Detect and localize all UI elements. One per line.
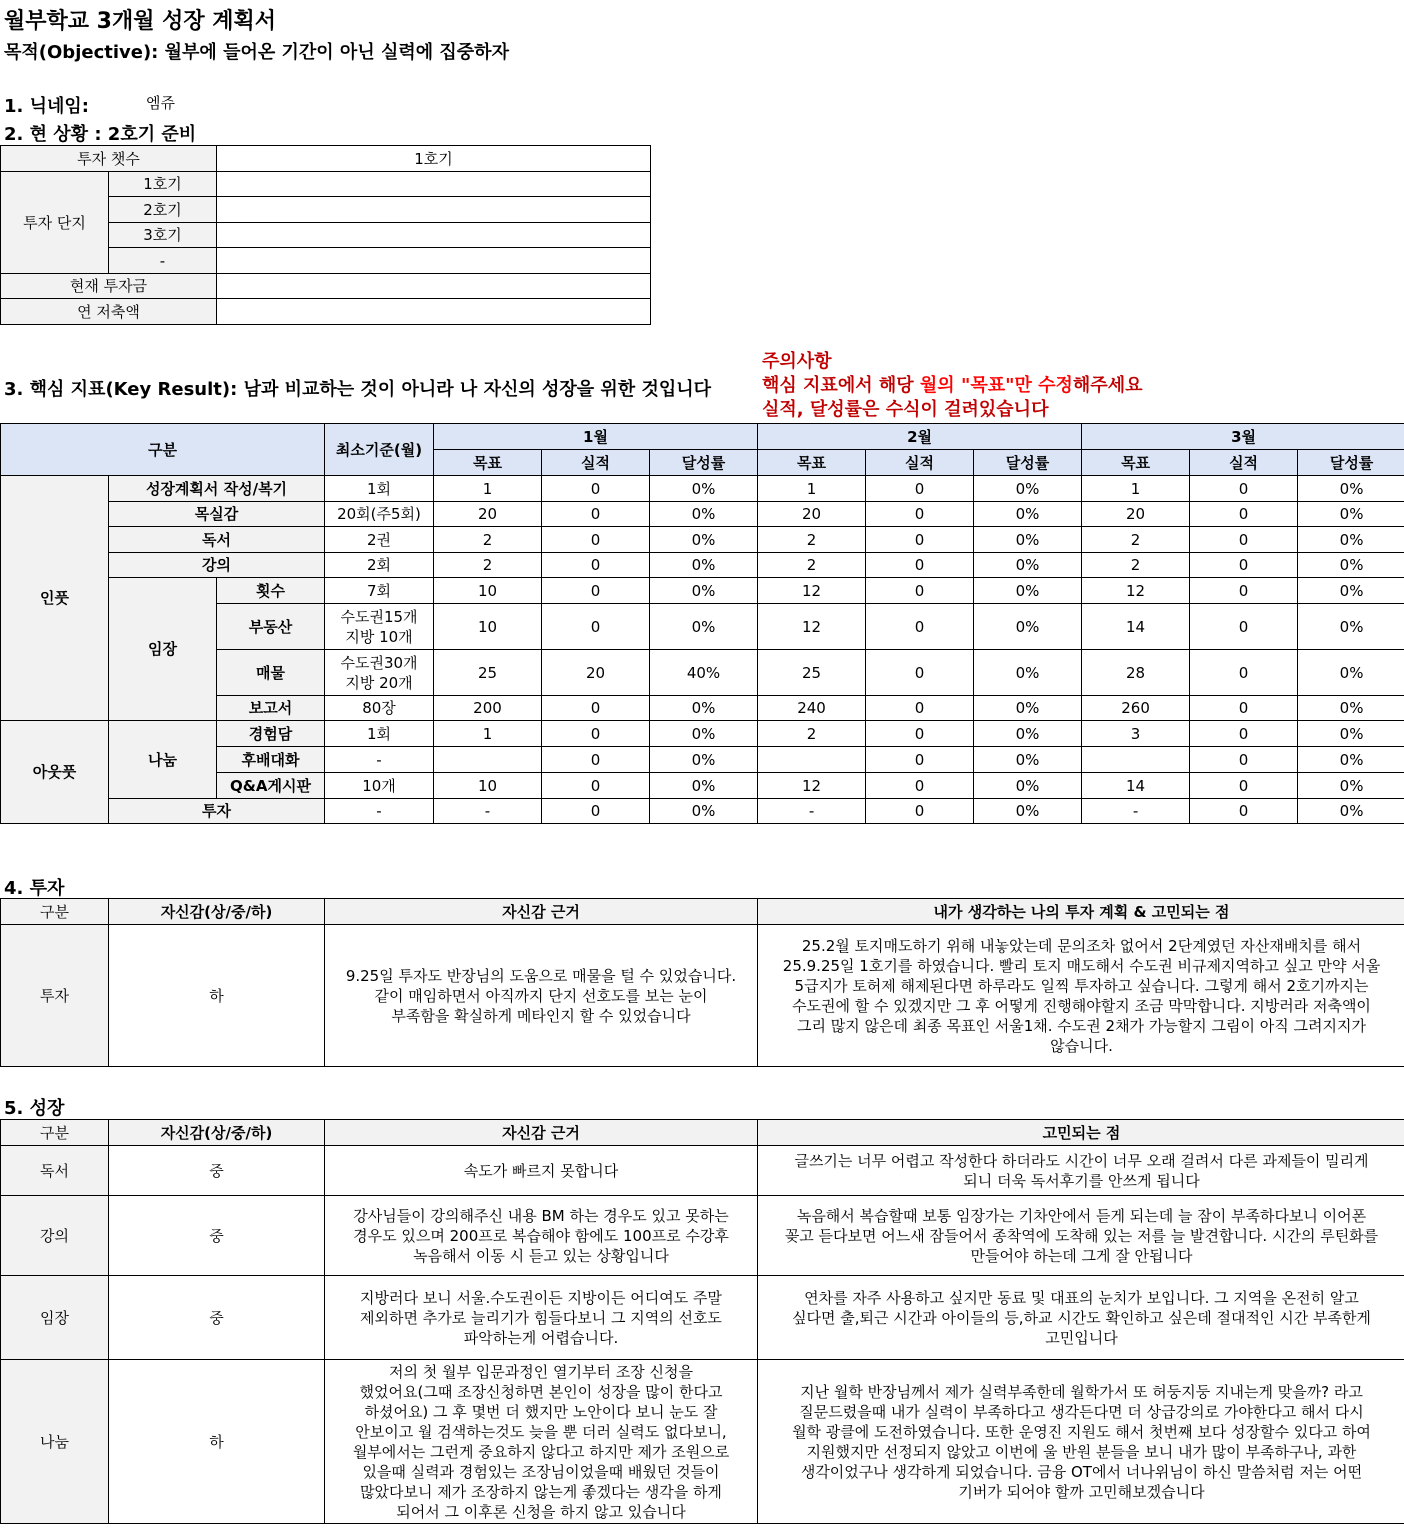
invest-table <box>0 898 1404 1067</box>
text-line: 하셨어요) 그 후 몇번 더 했지만 노안이다 보니 눈도 잘 <box>364 1402 718 1421</box>
kr-goal-cell[interactable]: 2 <box>758 527 866 553</box>
text-line: 기버가 되어야 할까 고민해보겠습니다 <box>958 1482 1205 1501</box>
kr-actual-cell: 0 <box>1190 721 1298 747</box>
kr-goal-cell[interactable]: 200 <box>434 696 542 721</box>
page-title: 월부학교 3개월 성장 계획서 <box>4 9 277 34</box>
nickname-label: 1. 닉네임: <box>4 96 89 117</box>
kr-rate-cell: 0% <box>974 502 1082 527</box>
growth-row-confidence[interactable]: 하 <box>109 1360 325 1524</box>
kr-sub-rate: 달성률 <box>1298 450 1404 476</box>
kr-goal-cell[interactable]: 12 <box>758 578 866 604</box>
kr-rate-cell: 0% <box>650 502 758 527</box>
notice-title: 주의사항 <box>762 351 832 372</box>
kr-rate-cell: 0% <box>1298 773 1404 799</box>
kr-row-min-line: 수도권30개 <box>340 653 418 672</box>
kr-rate-cell: 0% <box>1298 650 1404 696</box>
kr-row <box>1 502 1404 527</box>
funds-label: 현재 투자금 <box>1 274 217 299</box>
complex-1-value[interactable] <box>217 172 651 197</box>
kr-row-min-line: - <box>376 802 382 820</box>
notice-line-2 <box>762 374 1142 398</box>
kr-goal-cell[interactable]: 2 <box>434 527 542 553</box>
investment-count-label: 투자 챗수 <box>1 146 217 172</box>
growth-row <box>1 1196 1404 1276</box>
text-line: 경우도 있으며 200프로 복습해야 함에도 100프로 수강후 <box>353 1226 729 1245</box>
kr-rate-cell: 0% <box>974 799 1082 824</box>
kr-goal-cell[interactable]: 1 <box>434 476 542 502</box>
kr-actual-cell: 0 <box>866 696 974 721</box>
kr-row-label: Q&A게시판 <box>217 773 325 799</box>
kr-header-month-1: 1월 <box>434 424 758 450</box>
kr-goal-cell[interactable]: 2 <box>1082 553 1190 578</box>
complex-label: 투자 단지 <box>1 172 109 274</box>
growth-h-category: 구분 <box>1 1120 109 1146</box>
kr-row-min-line: 20회(주5회) <box>337 505 421 523</box>
growth-row-worry[interactable] <box>758 1360 1404 1524</box>
text-line: 꽂고 듣다보면 어느새 잠들어서 종착역에 도착해 있는 저를 늘 발견합니다. 시간의 루틴화를 <box>784 1226 1379 1245</box>
growth-h-reason: 자신감 근거 <box>325 1120 758 1146</box>
text-line: 많았다보니 제가 조장하지 않는게 좋겠다는 생각을 하게 <box>360 1482 722 1501</box>
investment-count-value[interactable]: 1호기 <box>217 146 651 172</box>
growth-title: 5. 성장 <box>4 1098 65 1119</box>
growth-row-label: 임장 <box>1 1276 109 1360</box>
kr-goal-cell[interactable]: 14 <box>1082 773 1190 799</box>
kr-rate-cell: 0% <box>1298 578 1404 604</box>
kr-row-min <box>325 578 434 604</box>
kr-row-label: 매물 <box>217 650 325 696</box>
text-line: 제외하면 추가로 늘리기가 힘들다보니 그 지역의 선호도 <box>360 1308 722 1327</box>
kr-goal-cell[interactable]: 1 <box>758 476 866 502</box>
kr-rate-cell: 0% <box>1298 476 1404 502</box>
status-table <box>0 145 651 325</box>
kr-subgroup-nanum: 나눔 <box>109 721 217 799</box>
text-line: 그리 많지 않은데 최종 목표인 서울1채. 수도권 2채가 가능할지 그림이 아직 그려지지가 <box>797 1016 1366 1035</box>
kr-sub-rate: 달성률 <box>650 450 758 476</box>
kr-row <box>1 527 1404 553</box>
kr-group-output: 아웃풋 <box>1 721 109 824</box>
kr-row-min <box>325 553 434 578</box>
kr-row-min-line: 10개 <box>362 776 396 795</box>
kr-row <box>1 476 1404 502</box>
kr-header-month-3: 3월 <box>1082 424 1404 450</box>
complex-4-label: - <box>109 248 217 274</box>
text-line: 지방러다 보니 서울.수도권이든 지방이든 어디여도 주말 <box>360 1288 722 1307</box>
text-line: 25.2월 토지매도하기 위해 내놓았는데 문의조차 없어서 2단계였던 자산재배치를 해서 <box>801 936 1362 955</box>
kr-rate-cell: 0% <box>1298 799 1404 824</box>
text-line: 강사님들이 강의해주신 내용 BM 하는 경우도 있고 못하는 <box>353 1206 729 1225</box>
growth-row-reason[interactable] <box>325 1276 758 1360</box>
kr-row-min <box>325 650 434 696</box>
text-line: 녹음해서 이동 시 듣고 있는 상황입니다 <box>413 1246 669 1265</box>
kr-row-label: 부동산 <box>217 604 325 650</box>
kr-rate-cell: 0% <box>974 747 1082 773</box>
kr-row-min-line: 7회 <box>366 581 392 600</box>
kr-row-label: 경험담 <box>217 721 325 747</box>
kr-sub-goal: 목표 <box>434 450 542 476</box>
kr-goal-cell[interactable]: 1 <box>434 721 542 747</box>
growth-row-worry[interactable] <box>758 1196 1404 1276</box>
kr-actual-cell: 0 <box>866 747 974 773</box>
kr-sub-goal: 목표 <box>758 450 866 476</box>
kr-rate-cell: 0% <box>974 721 1082 747</box>
kr-row-label: 성장계획서 작성/복기 <box>109 476 325 502</box>
kr-goal-cell[interactable]: 10 <box>434 578 542 604</box>
funds-value[interactable] <box>217 274 651 299</box>
kr-rate-cell: 0% <box>974 527 1082 553</box>
kr-actual-cell: 0 <box>542 553 650 578</box>
kr-row-min <box>325 696 434 721</box>
kr-row-label: 강의 <box>109 553 325 578</box>
kr-group-input: 인풋 <box>1 476 109 721</box>
kr-rate-cell: 0% <box>974 696 1082 721</box>
kr-rate-cell: 0% <box>974 578 1082 604</box>
kr-rate-cell: 0% <box>650 476 758 502</box>
kr-row-label: 보고서 <box>217 696 325 721</box>
kr-rate-cell: 0% <box>650 527 758 553</box>
kr-row-min-line: 2권 <box>366 530 392 549</box>
text-line: 글쓰기는 너무 어렵고 작성한다 하더라도 시간이 너무 오래 걸려서 다른 과제들이 밀리게 <box>794 1151 1369 1170</box>
kr-rate-cell: 40% <box>650 650 758 696</box>
kr-rate-cell: 0% <box>1298 721 1404 747</box>
savings-label: 연 저축액 <box>1 299 217 325</box>
complex-3-value[interactable] <box>217 223 651 248</box>
growth-row <box>1 1146 1404 1196</box>
kr-sub-actual: 실적 <box>866 450 974 476</box>
text-line: 25.9.25일 1호기를 하였습니다. 빨리 토지 매도해서 수도권 비규제지역하고 싶고 만약 서울 <box>782 956 1381 975</box>
growth-row-label: 독서 <box>1 1146 109 1196</box>
kr-row-min-line: - <box>376 750 382 769</box>
kr-actual-cell: 0 <box>1190 553 1298 578</box>
kr-actual-cell: 0 <box>866 604 974 650</box>
kr-goal-cell[interactable]: - <box>758 799 866 824</box>
kr-rate-cell: 0% <box>650 721 758 747</box>
kr-row-min <box>325 476 434 502</box>
kr-actual-cell: 20 <box>542 650 650 696</box>
text-line: 싶다면 출,퇴근 시간과 아이들의 등,하교 시간도 확인하고 싶은데 절대적인 시간 부족한게 <box>792 1308 1371 1327</box>
growth-row <box>1 1360 1404 1524</box>
kr-actual-cell: 0 <box>866 502 974 527</box>
kr-goal-cell[interactable]: 20 <box>758 502 866 527</box>
kr-row-min <box>325 747 434 773</box>
growth-row-confidence[interactable]: 중 <box>109 1196 325 1276</box>
kr-goal-cell[interactable]: 28 <box>1082 650 1190 696</box>
growth-row-confidence[interactable]: 중 <box>109 1276 325 1360</box>
kr-actual-cell: 0 <box>542 747 650 773</box>
kr-actual-cell: 0 <box>1190 476 1298 502</box>
kr-rate-cell: 0% <box>650 747 758 773</box>
notice-line-2b: 월의 "목표"만 수정 <box>919 375 1073 396</box>
kr-rate-cell: 0% <box>974 476 1082 502</box>
growth-row-reason[interactable] <box>325 1360 758 1524</box>
complex-1-label: 1호기 <box>109 172 217 197</box>
kr-goal-cell[interactable]: 12 <box>1082 578 1190 604</box>
growth-row-label: 나눔 <box>1 1360 109 1524</box>
text-line: 생각이었구나 생각하게 되었습니다. 금융 OT에서 너나위님이 하신 말씀처럼 저는 어떤 <box>800 1462 1363 1481</box>
text-line: 부족함을 확실하게 메타인지 할 수 있었습니다 <box>391 1006 691 1025</box>
text-line: 만들어야 하는데 그게 잘 안됩니다 <box>970 1246 1193 1265</box>
invest-row-label: 투자 <box>1 925 109 1067</box>
growth-row-reason[interactable] <box>325 1196 758 1276</box>
kr-goal-cell[interactable]: 12 <box>758 773 866 799</box>
text-line: 녹음해서 복습할때 보통 임장가는 기차안에서 듣게 되는데 늘 잠이 부족하다보니 이어폰 <box>796 1206 1367 1225</box>
text-line: 고민입니다 <box>1045 1328 1118 1347</box>
kr-row-label: 투자 <box>109 799 325 824</box>
key-result-table <box>0 423 1404 824</box>
invest-title: 4. 투자 <box>4 878 65 899</box>
growth-row-reason[interactable] <box>325 1146 758 1196</box>
kr-row-min-line: 80장 <box>362 699 396 717</box>
kr-goal-cell[interactable]: 260 <box>1082 696 1190 721</box>
kr-row-min-line: 지방 20개 <box>345 673 413 692</box>
kr-goal-cell[interactable] <box>434 747 542 773</box>
text-line: 9.25일 투자도 반장님의 도움으로 매물을 털 수 있었습니다. <box>345 966 737 985</box>
kr-sub-actual: 실적 <box>1190 450 1298 476</box>
kr-goal-cell[interactable] <box>758 747 866 773</box>
kr-row-min <box>325 502 434 527</box>
kr-actual-cell: 0 <box>1190 747 1298 773</box>
kr-goal-cell[interactable] <box>1082 747 1190 773</box>
text-line: 있을때 실력과 경험있는 조장님이었을때 배웠던 것들이 <box>362 1462 720 1481</box>
kr-actual-cell: 0 <box>542 799 650 824</box>
invest-h-category: 구분 <box>1 899 109 925</box>
kr-row-min-line: 2회 <box>366 556 392 574</box>
kr-actual-cell: 0 <box>1190 604 1298 650</box>
kr-rate-cell: 0% <box>1298 604 1404 650</box>
growth-row-label: 강의 <box>1 1196 109 1276</box>
text-line: 월학 광클에 도전하였습니다. 또한 운영진 지원도 해서 첫번째 보다 성장할수 있다고 하여 <box>792 1422 1371 1441</box>
savings-value[interactable] <box>217 299 651 325</box>
kr-rate-cell: 0% <box>1298 747 1404 773</box>
kr-actual-cell: 0 <box>866 553 974 578</box>
invest-row-plan[interactable] <box>758 925 1404 1067</box>
kr-goal-cell[interactable]: 20 <box>434 502 542 527</box>
kr-rate-cell: 0% <box>974 773 1082 799</box>
text-line: 지원했지만 선정되지 않았고 이번에 울 반원 분들을 보니 내가 많이 부족하구나, 과한 <box>806 1442 1357 1461</box>
kr-rate-cell: 0% <box>1298 527 1404 553</box>
kr-row-min-line: 수도권15개 <box>340 607 418 626</box>
kr-rate-cell: 0% <box>650 773 758 799</box>
nickname-value[interactable]: 엠쥬 <box>146 94 175 112</box>
kr-actual-cell: 0 <box>1190 578 1298 604</box>
kr-rate-cell: 0% <box>1298 553 1404 578</box>
kr-goal-cell[interactable]: 2 <box>434 553 542 578</box>
kr-row-min <box>325 604 434 650</box>
kr-actual-cell: 0 <box>542 773 650 799</box>
kr-title: 3. 핵심 지표(Key Result): 남과 비교하는 것이 아니라 나 자신의 성장을 위한 것입니다 <box>4 379 712 400</box>
kr-actual-cell: 0 <box>542 696 650 721</box>
growth-row-worry[interactable] <box>758 1146 1404 1196</box>
kr-rate-cell: 0% <box>650 604 758 650</box>
kr-goal-cell[interactable]: 2 <box>758 553 866 578</box>
kr-sub-actual: 실적 <box>542 450 650 476</box>
kr-actual-cell: 0 <box>542 502 650 527</box>
notice-line-2c: 해주세요 <box>1072 375 1143 396</box>
text-line: 5급지가 토허제 해제된다면 하루라도 일찍 투자하고 싶습니다. 그렇게 해서 2호기까지는 <box>794 976 1369 995</box>
kr-goal-cell[interactable]: 25 <box>434 650 542 696</box>
kr-actual-cell: 0 <box>542 604 650 650</box>
kr-goal-cell[interactable]: - <box>1082 799 1190 824</box>
invest-h-confidence: 자신감(상/중/하) <box>109 899 325 925</box>
kr-goal-cell[interactable]: 2 <box>1082 527 1190 553</box>
kr-row-min-line: 1회 <box>366 479 392 498</box>
kr-row-label: 독서 <box>109 527 325 553</box>
complex-3-label: 3호기 <box>109 223 217 248</box>
kr-row-label: 후배대화 <box>217 747 325 773</box>
text-line: 파악하는게 어렵습니다. <box>463 1328 619 1347</box>
kr-actual-cell: 0 <box>866 650 974 696</box>
kr-actual-cell: 0 <box>866 799 974 824</box>
text-line: 같이 매임하면서 아직까지 단지 선호도를 보는 눈이 <box>374 986 708 1005</box>
kr-goal-cell[interactable]: 10 <box>434 604 542 650</box>
kr-row-label: 횟수 <box>217 578 325 604</box>
kr-row <box>1 553 1404 578</box>
growth-table <box>0 1119 1404 1524</box>
kr-actual-cell: 0 <box>1190 799 1298 824</box>
kr-goal-cell[interactable]: 20 <box>1082 502 1190 527</box>
kr-actual-cell: 0 <box>542 527 650 553</box>
kr-actual-cell: 0 <box>542 578 650 604</box>
text-line: 지난 월학 반장님께서 제가 실력부족한데 월학가서 또 허둥지둥 지내는게 맞을까? 라고 <box>800 1382 1363 1401</box>
kr-actual-cell: 0 <box>1190 650 1298 696</box>
kr-rate-cell: 0% <box>650 553 758 578</box>
kr-row-min <box>325 721 434 747</box>
complex-2-label: 2호기 <box>109 197 217 223</box>
kr-rate-cell: 0% <box>1298 502 1404 527</box>
kr-actual-cell: 0 <box>1190 527 1298 553</box>
notice-line-3: 실적, 달성률은 수식이 걸려있습니다 <box>762 399 1049 420</box>
growth-h-worry: 고민되는 점 <box>758 1120 1404 1146</box>
kr-goal-cell[interactable]: 25 <box>758 650 866 696</box>
notice-line-2a: 핵심 지표에서 해당 <box>762 375 920 396</box>
kr-subgroup-imjang: 임장 <box>109 578 217 721</box>
text-line: 했었어요(그때 조장신청하면 본인이 성장을 많이 한다고 <box>359 1382 723 1401</box>
text-line: 안보이고 월 검색하는것도 늦을 뿐 더러 실력도 없다보니, <box>355 1422 727 1441</box>
text-line: 수도권에 할 수 있겠지만 그 후 어떻게 진행해야할지 조금 막막합니다. 지방러라 저축액이 <box>792 996 1371 1015</box>
kr-rate-cell: 0% <box>1298 696 1404 721</box>
text-line: 않습니다. <box>1050 1036 1113 1055</box>
kr-row-min-line: 1회 <box>366 724 392 743</box>
invest-row-confidence[interactable]: 하 <box>109 925 325 1067</box>
kr-actual-cell: 0 <box>866 527 974 553</box>
growth-row <box>1 1276 1404 1360</box>
kr-goal-cell[interactable]: 1 <box>1082 476 1190 502</box>
invest-h-plan: 내가 생각하는 나의 투자 계획 & 고민되는 점 <box>758 899 1404 925</box>
kr-goal-cell[interactable]: 12 <box>758 604 866 650</box>
kr-rate-cell: 0% <box>974 553 1082 578</box>
text-line: 월부에서는 그런게 중요하지 않다고 하지만 제가 조원으로 <box>352 1442 730 1461</box>
kr-actual-cell: 0 <box>542 476 650 502</box>
kr-goal-cell[interactable]: 14 <box>1082 604 1190 650</box>
growth-row-worry[interactable] <box>758 1276 1404 1360</box>
kr-rate-cell: 0% <box>974 604 1082 650</box>
kr-goal-cell[interactable]: - <box>434 799 542 824</box>
kr-rate-cell: 0% <box>974 650 1082 696</box>
complex-4-value[interactable] <box>217 248 651 274</box>
status-label: 2. 현 상황 : 2호기 준비 <box>4 124 197 145</box>
invest-row-reason[interactable] <box>325 925 758 1067</box>
kr-rate-cell: 0% <box>650 578 758 604</box>
kr-row <box>1 578 1404 604</box>
text-line: 되어서 그 이후론 신청을 하지 않고 있습니다 <box>396 1502 686 1521</box>
text-line: 질문드렸을때 내가 실력이 부족하다고 생각든다면 더 상급강의로 가야한다고 해서 다시 <box>799 1402 1364 1421</box>
text-line: 속도가 빠르지 못합니다 <box>463 1161 619 1180</box>
kr-actual-cell: 0 <box>1190 773 1298 799</box>
kr-actual-cell: 0 <box>1190 502 1298 527</box>
text-line: 되니 더욱 독서후기를 안쓰게 됩니다 <box>963 1171 1200 1190</box>
objective: 목적(Objective): 월부에 들어온 기간이 아닌 실력에 집중하자 <box>4 42 509 63</box>
kr-actual-cell: 0 <box>866 773 974 799</box>
complex-2-value[interactable] <box>217 197 651 223</box>
kr-header-min: 최소기준(월) <box>325 424 434 476</box>
kr-goal-cell[interactable]: 3 <box>1082 721 1190 747</box>
kr-goal-cell[interactable]: 2 <box>758 721 866 747</box>
text-line: 저의 첫 월부 입문과정인 열기부터 조장 신청을 <box>389 1362 693 1381</box>
kr-row-min <box>325 799 434 824</box>
kr-actual-cell: 0 <box>542 721 650 747</box>
kr-row-label: 목실감 <box>109 502 325 527</box>
growth-h-confidence: 자신감(상/중/하) <box>109 1120 325 1146</box>
text-line: 연차를 자주 사용하고 싶지만 동료 및 대표의 눈치가 보입니다. 그 지역을 온전히 알고 <box>804 1288 1359 1307</box>
kr-sub-goal: 목표 <box>1082 450 1190 476</box>
kr-actual-cell: 0 <box>866 721 974 747</box>
kr-goal-cell[interactable]: 10 <box>434 773 542 799</box>
kr-row <box>1 721 1404 747</box>
kr-header-category: 구분 <box>1 424 325 476</box>
kr-goal-cell[interactable]: 240 <box>758 696 866 721</box>
kr-rate-cell: 0% <box>650 799 758 824</box>
kr-actual-cell: 0 <box>866 578 974 604</box>
invest-h-reason: 자신감 근거 <box>325 899 758 925</box>
kr-header-month-2: 2월 <box>758 424 1082 450</box>
kr-actual-cell: 0 <box>866 476 974 502</box>
kr-sub-rate: 달성률 <box>974 450 1082 476</box>
kr-row-min <box>325 773 434 799</box>
kr-actual-cell: 0 <box>1190 696 1298 721</box>
kr-rate-cell: 0% <box>650 696 758 721</box>
kr-row-min <box>325 527 434 553</box>
growth-row-confidence[interactable]: 중 <box>109 1146 325 1196</box>
kr-row <box>1 799 1404 824</box>
kr-row-min-line: 지방 10개 <box>345 627 413 646</box>
